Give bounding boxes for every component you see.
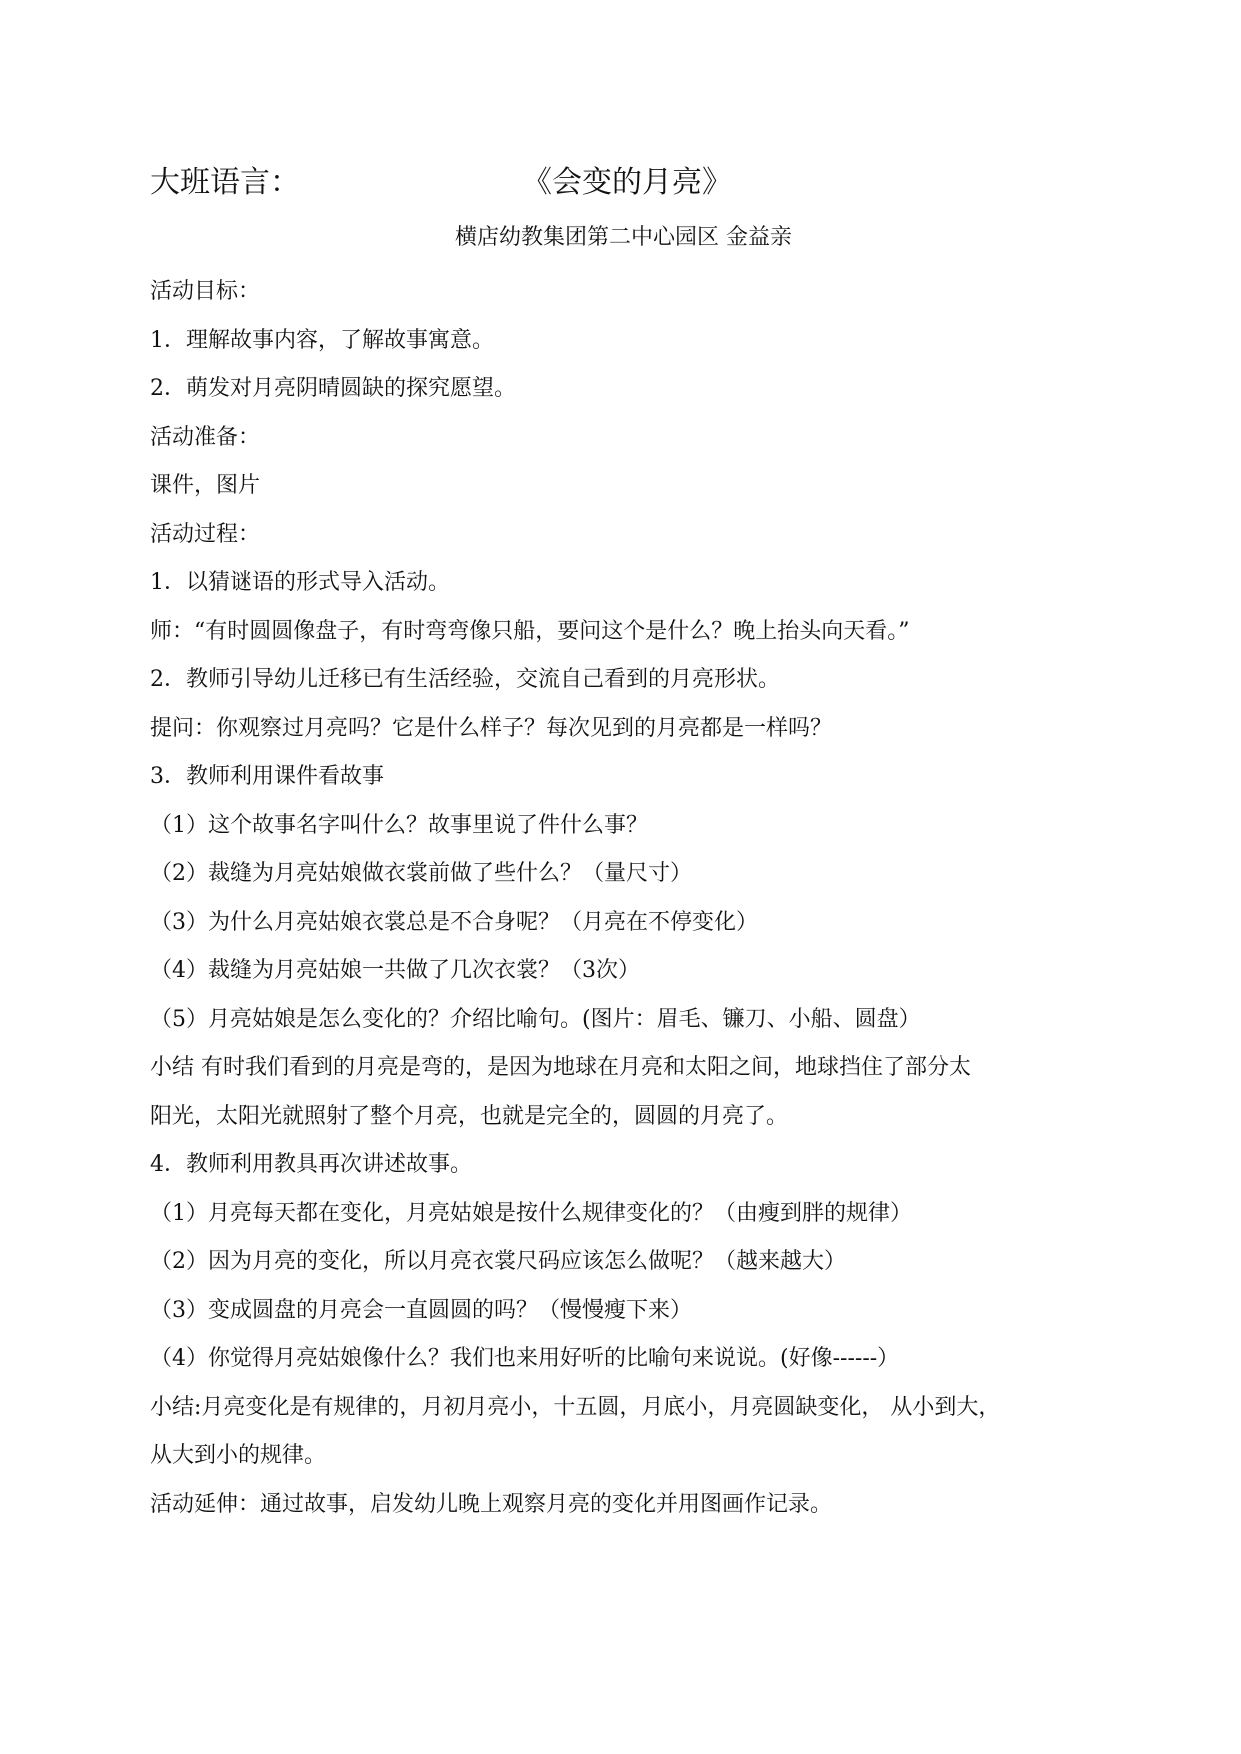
section-heading-preparation: 活动准备： [150,424,261,450]
question-item: （4）你觉得月亮姑娘像什么？我们也来用好听的比喻句来说说。(好像------） [150,1346,900,1371]
summary-line: 阳光，太阳光就照射了整个月亮，也就是完全的，圆圆的月亮了。 [150,1103,789,1129]
extension-line: 活动延伸：通过故事，启发幼儿晚上观察月亮的变化并用图画作记录。 [150,1491,833,1517]
paragraph-line: 提问：你观察过月亮吗？它是什么样子？每次见到的月亮都是一样吗？ [150,715,833,741]
title-prefix: 大班语言： [150,165,300,200]
author-line: 横店幼教集团第二中心园区 金益亲 [455,225,792,250]
question-item: （5）月亮姑娘是怎么变化的？介绍比喻句。(图片：眉毛、镰刀、小船、圆盘） [150,1006,921,1032]
paragraph-line: 师：“有时圆圆像盘子，有时弯弯像只船，要问这个是什么？晚上抬头向天看。” [150,618,910,644]
section-heading-goals: 活动目标： [150,279,261,304]
page-title: 《会变的月亮》 [522,165,732,200]
question-item: （2）因为月亮的变化，所以月亮衣裳尺码应该怎么做呢？（越来越大） [150,1249,846,1274]
question-item: （3）变成圆盘的月亮会一直圆圆的吗？（慢慢瘦下来） [150,1297,692,1323]
goal-item: 2．萌发对月亮阴晴圆缺的探究愿望。 [150,376,516,401]
process-step: 1．以猜谜语的形式导入活动。 [150,570,450,595]
summary-line: 从大到小的规律。 [150,1443,327,1468]
question-item: （1）月亮每天都在变化，月亮姑娘是按什么规律变化的？（由瘦到胖的规律） [150,1200,912,1226]
summary-line: 小结 有时我们看到的月亮是弯的，是因为地球在月亮和太阳之间，地球挡住了部分太 [150,1055,971,1080]
summary-line: 小结:月亮变化是有规律的，月初月亮小，十五圆，月底小，月亮圆缺变化， 从小到大， [150,1394,1001,1420]
document-body [150,268,1100,1529]
process-step: 3．教师利用课件看故事 [150,764,384,789]
question-item: （2）裁缝为月亮姑娘做衣裳前做了些什么？（量尺寸） [150,861,692,886]
goal-item: 1．理解故事内容，了解故事寓意。 [150,327,494,353]
section-heading-process: 活动过程： [150,521,261,547]
preparation-text: 课件，图片 [150,473,261,498]
title-row [150,160,1110,206]
process-step: 4．教师利用教具再次讲述故事。 [150,1152,472,1177]
question-item: （4）裁缝为月亮姑娘一共做了几次衣裳？（3次） [150,958,640,983]
question-item: （1）这个故事名字叫什么？故事里说了件什么事？ [150,812,648,838]
question-item: （3）为什么月亮姑娘衣裳总是不合身呢？（月亮在不停变化） [150,909,758,935]
process-step: 2．教师引导幼儿迁移已有生活经验，交流自己看到的月亮形状。 [150,667,780,692]
